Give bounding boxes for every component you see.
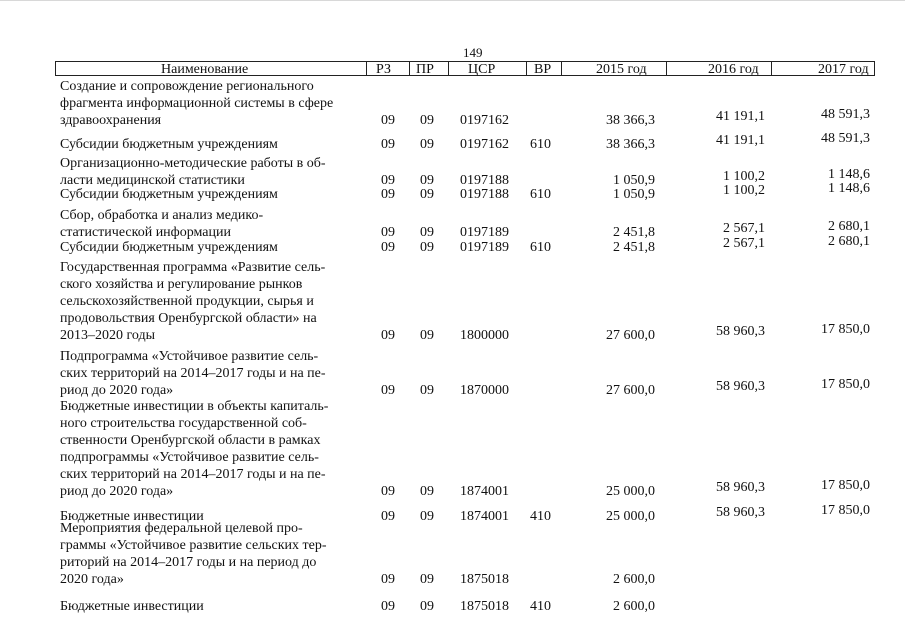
row-rz: 09: [381, 599, 395, 614]
row-rz: 09: [381, 240, 395, 255]
row-value-2016: 58 960,3: [716, 505, 765, 520]
row-vr: 610: [530, 137, 551, 152]
row-value-2016: 2 567,1: [723, 236, 765, 251]
row-value-2015: 2 451,8: [613, 225, 655, 240]
row-name: Сбор, обработка и анализ медико- статистической информации: [60, 208, 264, 240]
row-rz: 09: [381, 187, 395, 202]
header-divider: [448, 62, 449, 75]
row-vr: 610: [530, 240, 551, 255]
row-value-2015: 1 050,9: [613, 173, 655, 188]
row-value-2015: 1 050,9: [613, 187, 655, 202]
row-value-2017: 1 148,6: [828, 167, 870, 182]
row-pr: 09: [420, 328, 434, 343]
row-name: Мероприятия федеральной целевой про- граммы «Устойчивое развитие сельских тер- риторий на 2014–2017 годы и на период до 2020 года»: [60, 521, 327, 587]
row-name: Создание и сопровождение регионального фрагмента информационной системы в сфере здравоохранения: [60, 79, 334, 128]
row-name: Субсидии бюджетным учреждениям: [60, 137, 278, 152]
row-pr: 09: [420, 240, 434, 255]
row-rz: 09: [381, 113, 395, 128]
header-divider: [561, 62, 562, 75]
row-csr: 1874001: [460, 509, 509, 524]
row-pr: 09: [420, 572, 434, 587]
row-rz: 09: [381, 173, 395, 188]
row-value-2015: 27 600,0: [606, 328, 655, 343]
header-2017: 2017 год: [818, 62, 869, 77]
row-value-2016: 58 960,3: [716, 324, 765, 339]
row-value-2015: 2 600,0: [613, 572, 655, 587]
row-value-2016: 1 100,2: [723, 169, 765, 184]
row-csr: 1875018: [460, 599, 509, 614]
row-vr: 410: [530, 599, 551, 614]
row-rz: 09: [381, 137, 395, 152]
row-pr: 09: [420, 484, 434, 499]
row-value-2017: 17 850,0: [821, 377, 870, 392]
row-value-2016: 2 567,1: [723, 221, 765, 236]
row-name: Субсидии бюджетным учреждениям: [60, 187, 278, 202]
row-value-2017: 17 850,0: [821, 322, 870, 337]
row-rz: 09: [381, 484, 395, 499]
row-name: Бюджетные инвестиции: [60, 509, 204, 524]
row-name: Бюджетные инвестиции: [60, 599, 204, 614]
row-csr: 0197188: [460, 187, 509, 202]
header-csr: ЦСР: [468, 62, 496, 77]
row-rz: 09: [381, 509, 395, 524]
row-pr: 09: [420, 113, 434, 128]
header-divider: [771, 62, 772, 75]
header-2015: 2015 год: [596, 62, 647, 77]
row-vr: 410: [530, 509, 551, 524]
row-pr: 09: [420, 187, 434, 202]
header-divider: [366, 62, 367, 75]
scan-top-edge: [0, 0, 905, 1]
row-rz: 09: [381, 572, 395, 587]
row-pr: 09: [420, 225, 434, 240]
row-pr: 09: [420, 383, 434, 398]
row-value-2017: 2 680,1: [828, 219, 870, 234]
row-csr: 1874001: [460, 484, 509, 499]
row-value-2017: 1 148,6: [828, 181, 870, 196]
table-header: [55, 61, 875, 76]
row-pr: 09: [420, 173, 434, 188]
row-value-2017: 48 591,3: [821, 131, 870, 146]
header-rz: РЗ: [376, 62, 391, 77]
row-value-2015: 27 600,0: [606, 383, 655, 398]
header-2016: 2016 год: [708, 62, 759, 77]
page-number: 149: [463, 45, 483, 60]
row-csr: 0197188: [460, 173, 509, 188]
row-csr: 0197162: [460, 113, 509, 128]
row-value-2015: 2 451,8: [613, 240, 655, 255]
row-csr: 0197189: [460, 240, 509, 255]
header-vr: ВР: [534, 62, 552, 77]
row-csr: 1875018: [460, 572, 509, 587]
row-value-2016: 1 100,2: [723, 183, 765, 198]
row-value-2016: 41 191,1: [716, 133, 765, 148]
row-value-2017: 48 591,3: [821, 107, 870, 122]
row-pr: 09: [420, 599, 434, 614]
row-value-2017: 17 850,0: [821, 478, 870, 493]
row-value-2015: 38 366,3: [606, 137, 655, 152]
row-value-2015: 2 600,0: [613, 599, 655, 614]
row-rz: 09: [381, 225, 395, 240]
header-divider: [409, 62, 410, 75]
header-divider: [666, 62, 667, 75]
row-value-2016: 58 960,3: [716, 379, 765, 394]
row-value-2017: 2 680,1: [828, 234, 870, 249]
row-csr: 1870000: [460, 383, 509, 398]
row-name: Организационно-методические работы в об- ласти медицинской статистики: [60, 156, 326, 188]
row-value-2015: 25 000,0: [606, 484, 655, 499]
row-vr: 610: [530, 187, 551, 202]
row-name: Субсидии бюджетным учреждениям: [60, 240, 278, 255]
row-name: Бюджетные инвестиции в объекты капиталь- ного строительства государственной соб- ственности Оренбургской области в рамках подпрограммы «Устойчивое развитие сель- ских территорий на 2014–2017 годы и на пе- риод до 2020 года»: [60, 399, 329, 499]
row-value-2016: 41 191,1: [716, 109, 765, 124]
row-name: Подпрограмма «Устойчивое развитие сель- ских территорий на 2014–2017 годы и на пе- риод до 2020 года»: [60, 349, 326, 398]
row-csr: 1800000: [460, 328, 509, 343]
row-value-2015: 25 000,0: [606, 509, 655, 524]
row-pr: 09: [420, 509, 434, 524]
row-csr: 0197162: [460, 137, 509, 152]
row-pr: 09: [420, 137, 434, 152]
row-rz: 09: [381, 328, 395, 343]
row-value-2017: 17 850,0: [821, 503, 870, 518]
row-value-2015: 38 366,3: [606, 113, 655, 128]
row-name: Государственная программа «Развитие сель- ского хозяйства и регулирование рынков сельскохозяйственной продукции, сырья и продовольствия Оренбургской области» на 2013–2020 годы: [60, 260, 326, 343]
row-csr: 0197189: [460, 225, 509, 240]
header-divider: [526, 62, 527, 75]
row-value-2016: 58 960,3: [716, 480, 765, 495]
header-name: Наименование: [161, 62, 249, 77]
header-pr: ПР: [416, 62, 434, 77]
row-rz: 09: [381, 383, 395, 398]
